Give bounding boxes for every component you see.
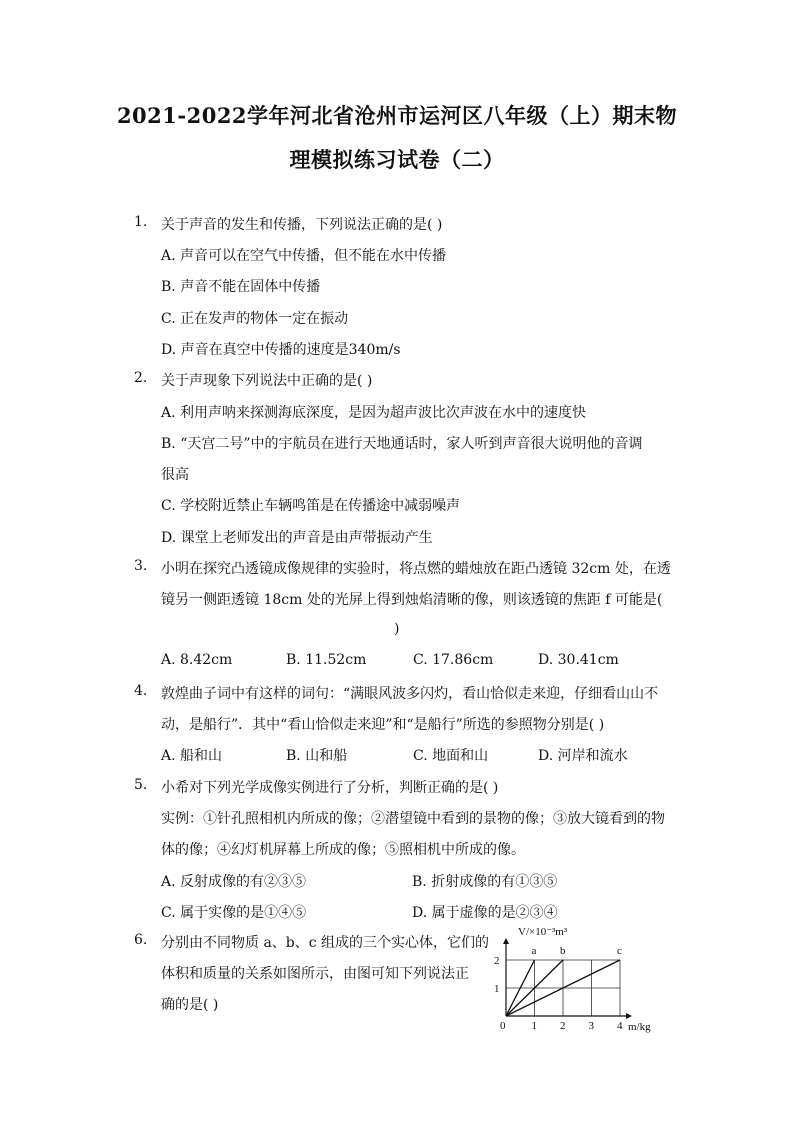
- question-number: 1.: [134, 214, 148, 230]
- exam-title-line-2: 理模拟练习试卷（二）: [289, 147, 505, 172]
- option-c: C. 学校附近禁止车辆鸣笛是在传播途中减弱噪声: [161, 498, 461, 514]
- x-tick-label: 4: [617, 1020, 623, 1032]
- option-d: D. 属于虚像的是②③④: [412, 905, 558, 921]
- question-number: 2.: [134, 370, 148, 386]
- option-c: C. 地面和山: [413, 748, 489, 764]
- x-axis-label: m/kg: [628, 1021, 651, 1033]
- series-label-b: b: [560, 945, 566, 957]
- option-b: B. 山和船: [286, 748, 348, 764]
- question-stem-line-2: 镜另一侧距透镜 18cm 处的光屏上得到烛焰清晰的像，则该透镜的焦距 f 可能是(: [161, 592, 663, 608]
- question-stem-line-3: 确的是( ): [161, 997, 219, 1013]
- question-stem-line-2: 动，是船行”．其中“看山恰似走来迎”和“是船行”所选的参照物分别是( ): [161, 717, 605, 733]
- option-d: D. 河岸和流水: [538, 748, 628, 764]
- y-axis-label: V/×10⁻³m³: [518, 926, 568, 938]
- y-tick-label: 2: [494, 955, 500, 967]
- option-b: B. 11.52cm: [286, 652, 367, 668]
- option-b: B. “天宫二号”中的宇航员在进行天地通话时，家人听到声音很大说明他的音调: [161, 436, 643, 452]
- question-stem-paren: ): [394, 621, 400, 637]
- option-a: A. 船和山: [161, 748, 223, 764]
- x-tick-label: 0: [500, 1020, 506, 1032]
- question-stem: 小希对下列光学成像实例进行了分析，判断正确的是( ): [161, 780, 499, 796]
- x-axis-arrow: [626, 1013, 632, 1019]
- y-tick-label: 1: [494, 983, 500, 995]
- question-stem: 分别由不同物质 a、b、c 组成的三个实心体，它们的: [161, 935, 490, 951]
- series-label-a: a: [531, 945, 537, 957]
- option-d: D. 课堂上老师发出的声音是由声带振动产生: [161, 530, 433, 546]
- option-a: A. 利用声呐来探测海底深度，是因为超声波比次声波在水中的速度快: [161, 405, 587, 421]
- option-c: C. 属于实像的是①④⑤: [161, 905, 307, 921]
- option-a: A. 8.42cm: [161, 652, 233, 668]
- option-c: C. 正在发声的物体一定在振动: [161, 311, 349, 327]
- question-stem: 关于声音的发生和传播，下列说法正确的是( ): [161, 217, 443, 233]
- question-number: 5.: [134, 777, 148, 793]
- option-b: B. 声音不能在固体中传播: [161, 279, 321, 295]
- series-label-c: c: [617, 945, 622, 957]
- y-axis-arrow: [503, 938, 509, 944]
- exam-title-line-1: 2021-2022学年河北省沧州市运河区八年级（上）期末物: [116, 103, 678, 128]
- question-stem: 小明在探究凸透镜成像规律的实验时，将点燃的蜡烛放在距凸透镜 32cm 处，在透: [161, 561, 671, 577]
- question-stem: 敦煌曲子词中有这样的词句：“满眼风波多闪灼，看山恰似走来迎，仔细看山山不: [161, 686, 659, 702]
- question-number: 4.: [134, 683, 148, 699]
- option-b: B. 折射成像的有①③⑤: [412, 874, 558, 890]
- question-stem-line-2: 实例：①针孔照相机内所成的像；②潜望镜中看到的景物的像；③放大镜看到的物: [161, 811, 665, 827]
- question-stem-line-3: 体的像；④幻灯机屏幕上所成的像；⑤照相机中所成的像。: [161, 842, 525, 858]
- x-tick-label: 3: [588, 1020, 594, 1032]
- question-stem-line-2: 体积和质量的关系如图所示，由图可知下列说法正: [161, 966, 469, 982]
- option-c: C. 17.86cm: [413, 652, 494, 668]
- option-d: D. 声音在真空中传播的速度是340m/s: [161, 342, 401, 358]
- x-tick-label: 1: [531, 1020, 537, 1032]
- volume-mass-chart: [490, 920, 670, 1045]
- option-b-continued: 很高: [161, 467, 189, 483]
- x-tick-label: 2: [560, 1020, 566, 1032]
- question-number: 6.: [134, 932, 148, 948]
- option-a: A. 反射成像的有②③⑤: [161, 874, 307, 890]
- question-stem: 关于声现象下列说法中正确的是( ): [161, 373, 373, 389]
- option-a: A. 声音可以在空气中传播，但不能在水中传播: [161, 248, 447, 264]
- question-number: 3.: [134, 558, 148, 574]
- option-d: D. 30.41cm: [538, 652, 619, 668]
